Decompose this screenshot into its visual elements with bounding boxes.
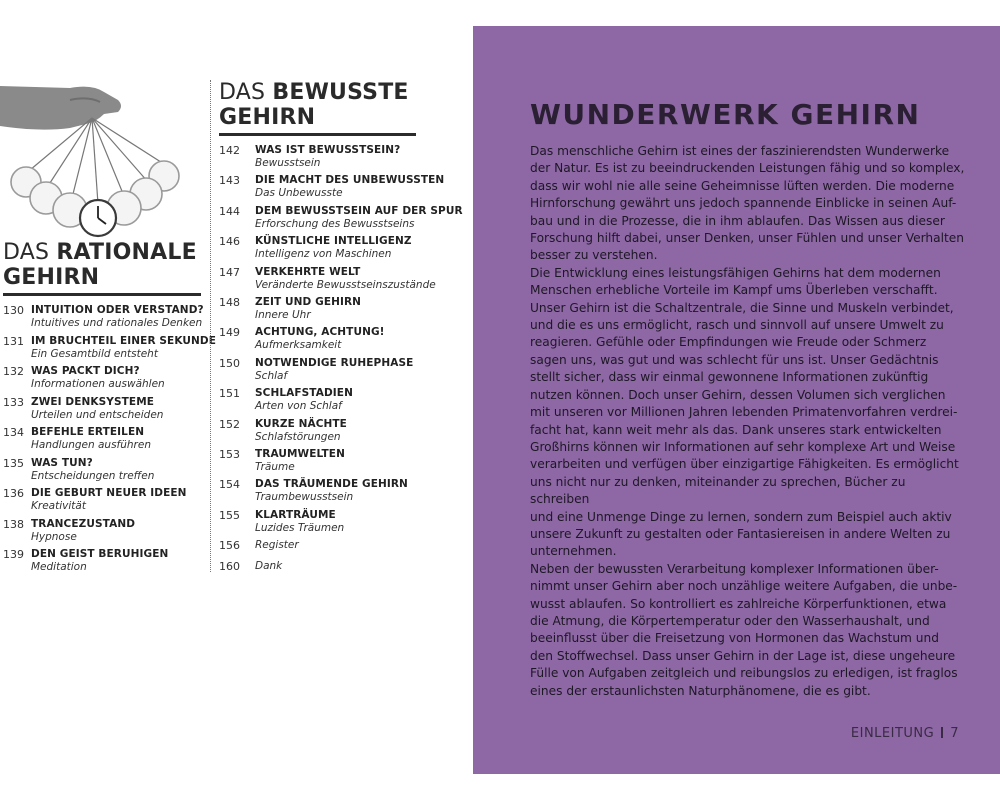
page-number: 7 — [950, 726, 959, 741]
toc-entry-title: WAS IST BEWUSSTSEIN? — [255, 144, 401, 156]
hand-shape — [0, 86, 121, 130]
toc-page-number: 147 — [219, 265, 240, 279]
body-text-line: verarbeiten und verfügen über einzigartige Fähigkeiten. Es ermöglicht — [530, 457, 959, 472]
toc-entry[interactable] — [219, 174, 445, 204]
body-text-line: uns nicht nur zu denken, miteinander zu sprechen, Bücher zu schreiben — [530, 474, 906, 507]
toc-entry-subtitle: Intelligenz von Maschinen — [255, 248, 392, 261]
toc-page-number: 146 — [219, 235, 240, 249]
toc-entry[interactable] — [219, 478, 416, 508]
body-text-line: wusst ablaufen. So kontrolliert es zahlreiche Körperfunktionen, etwa — [530, 596, 947, 611]
toc-page-number: 139 — [3, 548, 24, 561]
toc-entry-label: Register — [255, 539, 299, 552]
toc-page-number: 132 — [3, 365, 24, 378]
toc-entry[interactable] — [219, 387, 416, 417]
toc-entry-subtitle: Erforschung des Bewusstseins — [255, 217, 415, 230]
toc-page-number: 155 — [219, 508, 240, 522]
body-text-line: die Atmung, die Körpertemperatur oder den Wasserhaushalt, und — [530, 613, 930, 628]
body-text-line: nutzen können. Doch unser Gehirn, dessen Volumen sich verglichen — [530, 387, 946, 402]
toc-entry-title: BEFEHLE ERTEILEN — [31, 426, 145, 438]
toc-entry-text — [31, 335, 216, 361]
body-text-line: sagen uns, was gut und was schlecht für uns ist. Unser Gedächtnis — [530, 352, 939, 367]
toc-entry-title: SCHLAFSTADIEN — [255, 387, 353, 400]
toc-entry-title: TRAUMWELTEN — [255, 447, 345, 460]
toc-page-number: 150 — [219, 356, 240, 370]
toc-entry-title: KÜNSTLICHE INTELLIGENZ — [255, 235, 412, 248]
body-text-line: Menschen erhebliche Vorteile im Kampf ums Überleben verschafft. — [530, 283, 938, 298]
toc-entry-text — [255, 418, 416, 444]
toc-entry[interactable] — [219, 357, 416, 387]
toc-entry-subtitle: Luzides Träumen — [255, 521, 345, 534]
toc-entry-title: DEM BEWUSSTSEIN AUF DER SPUR — [255, 204, 463, 217]
toc-entry-subtitle: Intuitives und rationales Denken — [31, 317, 203, 329]
toc-entry-subtitle: Informationen auswählen — [31, 378, 165, 390]
toc-entry-title: DAS TRÄUMENDE GEHIRN — [255, 478, 408, 491]
body-text-line: den Stoffwechsel. Dass unser Gehirn in der Lage ist, diese ungeheure — [530, 648, 956, 663]
toc-entry-subtitle: Arten von Schlaf — [255, 400, 342, 413]
toc-entry-text — [255, 144, 416, 170]
body-text-line: unsere Zukunft zu gestalten oder Fantasiereisen in andere Welten zu — [530, 526, 951, 541]
toc-entry-title: NOTWENDIGE RUHEPHASE — [255, 356, 414, 369]
toc-entry-title: DEN GEIST BERUHIGEN — [31, 548, 169, 560]
toc-list — [219, 144, 463, 581]
toc-entry-subtitle: Meditation — [31, 561, 87, 573]
body-text-line: und eine Unmenge Dinge zu lernen, sondern zum Beispiel auch aktiv — [530, 509, 952, 524]
toc-entry-subtitle: Hypnose — [31, 530, 77, 543]
toc-entry[interactable] — [219, 265, 436, 296]
toc-page-number: 154 — [219, 478, 240, 492]
toc-page-number: 138 — [3, 517, 24, 531]
body-text-line: Hirnforschung gewährt uns jedoch spannende Einblicke in seinen Auf- — [530, 196, 957, 211]
toc-entry-text — [255, 478, 416, 504]
toc-entry-text — [31, 457, 201, 483]
toc-entry[interactable] — [3, 334, 216, 366]
introduction-panel — [473, 26, 1000, 774]
toc-entry-text — [255, 448, 416, 474]
toc-entry-subtitle: Schlafstörungen — [255, 430, 341, 443]
toc-entry[interactable] — [219, 204, 463, 235]
toc-page-number: 153 — [219, 447, 240, 461]
toc-entry-text — [31, 548, 201, 574]
toc-entry-text — [31, 365, 201, 391]
toc-entry-text — [31, 426, 201, 452]
toc-entry-subtitle: Ein Gesamtbild entsteht — [31, 347, 158, 360]
toc-page-number: 160 — [219, 560, 240, 574]
toc-entry[interactable] — [219, 296, 416, 326]
toc-entry-text — [31, 304, 204, 330]
body-text-line: und die es uns ermöglicht, rasch und sinnvoll auf unsere Umwelt zu — [530, 318, 944, 333]
toc-entry[interactable] — [3, 487, 201, 518]
body-text-line: Großhirns können wir Informationen auf sehr komplexe Art und Weise — [530, 439, 956, 454]
toc-page-number: 133 — [3, 395, 24, 409]
toc-entry[interactable] — [3, 457, 201, 488]
body-text-line: beeinflusst über die Freisetzung von Hormonen das Wachstum und — [530, 631, 939, 646]
toc-entry[interactable] — [219, 560, 416, 581]
toc-entry-title: ZWEI DENKSYSTEME — [31, 395, 155, 408]
panel-title: WUNDERWERK GEHIRN — [530, 98, 921, 131]
toc-entry-subtitle: Kreativität — [31, 500, 86, 512]
toc-entry-title: KLARTRÄUME — [255, 508, 336, 521]
toc-page-number: 156 — [219, 539, 240, 553]
toc-entry-text — [31, 487, 201, 513]
toc-entry-text — [255, 235, 416, 261]
toc-entry-title: DIE MACHT DES UNBEWUSSTEN — [255, 174, 445, 187]
toc-entry-subtitle: Träume — [255, 460, 295, 473]
toc-entry-subtitle: Urteilen und entscheiden — [31, 408, 164, 421]
toc-entry-text — [255, 560, 416, 573]
toc-page-number: 148 — [219, 295, 240, 309]
toc-entry-subtitle: Schlaf — [255, 369, 288, 382]
panel-body-text — [530, 143, 965, 700]
toc-entry[interactable] — [3, 426, 201, 457]
toc-page-number: 130 — [3, 304, 24, 317]
page-footer — [851, 726, 959, 741]
toc-entry-title: INTUITION ODER VERSTAND? — [31, 304, 204, 316]
toc-page-number: 152 — [219, 417, 240, 431]
body-text-line: nimmt unser Gehirn aber noch unzählige weitere Aufgaben, die unbe- — [530, 579, 958, 594]
toc-entry-text — [255, 174, 444, 200]
toc-page-number: 151 — [219, 387, 240, 401]
toc-entry-text — [255, 205, 463, 231]
toc-page-number: 142 — [219, 144, 240, 157]
toc-entry-title: IM BRUCHTEIL EINER SEKUNDE — [31, 334, 216, 347]
toc-entry-text — [255, 296, 416, 322]
body-text-line: dass wir wohl nie alle seine Geheimnisse lüften werden. Die moderne — [530, 178, 955, 193]
toc-entry-title: WAS TUN? — [31, 456, 93, 469]
section-rule — [219, 133, 416, 136]
body-text-line: unternehmen. — [530, 544, 617, 559]
toc-entry-subtitle: Innere Uhr — [255, 308, 311, 321]
body-text-line: Fülle von Aufgaben zeitgleich und reibungslos zu erledigen, ist fraglos — [530, 666, 958, 681]
toc-entry-title: ZEIT UND GEHIRN — [255, 295, 362, 308]
toc-page-number: 131 — [3, 334, 24, 348]
toc-page-number: 143 — [219, 174, 240, 188]
toc-entry[interactable] — [219, 539, 416, 560]
section-rule — [3, 293, 201, 296]
body-text-line: Unser Gehirn ist die Schaltzentrale, die Sinne und Muskeln verbindet, — [530, 300, 954, 315]
toc-entry-title: KURZE NÄCHTE — [255, 417, 347, 430]
toc-entry-subtitle: Das Unbewusste — [255, 187, 343, 200]
toc-entry[interactable] — [219, 144, 416, 174]
dotted-divider — [210, 80, 211, 572]
toc-page-number: 144 — [219, 204, 240, 218]
toc-page-number: 136 — [3, 487, 24, 500]
body-text-line: Forschung hilft dabei, unser Denken, unser Fühlen und unser Verhalten — [530, 231, 965, 246]
body-text-line: reagieren. Gefühle oder Empfindungen wie Freude oder Schmerz — [530, 335, 927, 350]
toc-entry-text — [255, 326, 416, 352]
toc-entry-title: WAS PACKT DICH? — [31, 365, 140, 377]
toc-entry-subtitle: Entscheidungen treffen — [31, 469, 155, 482]
toc-entry-text — [255, 387, 416, 413]
toc-entry-subtitle: Bewusstsein — [255, 157, 321, 169]
toc-list — [3, 304, 216, 579]
toc-page-number: 149 — [219, 326, 240, 340]
toc-entry-title: ACHTUNG, ACHTUNG! — [255, 326, 385, 339]
toc-entry[interactable] — [219, 448, 416, 478]
body-text-line: der Natur. Es ist zu beeindruckenden Leistungen fähig und so komplex, — [530, 161, 965, 176]
toc-page-number: 134 — [3, 426, 24, 439]
toc-entry-text — [31, 396, 201, 422]
toc-entry-text — [31, 518, 201, 544]
toc-entry[interactable] — [219, 326, 416, 356]
toc-entry[interactable] — [219, 235, 416, 265]
body-text-line: bau und in die Prozesse, die in ihm ablaufen. Das Wissen aus dieser — [530, 213, 945, 228]
toc-entry-title: VERKEHRTE WELT — [255, 265, 361, 278]
body-text-line: besser zu verstehen. — [530, 248, 658, 263]
toc-entry-subtitle: Aufmerksamkeit — [255, 339, 342, 352]
body-text-line: eines der erstaunlichsten Naturphänomene, die es gibt. — [530, 683, 871, 698]
toc-entry-text — [255, 539, 416, 552]
toc-entry-subtitle: Traumbewusstsein — [255, 491, 354, 504]
toc-entry-title: DIE GEBURT NEUER IDEEN — [31, 487, 187, 499]
toc-entry[interactable] — [3, 365, 201, 396]
toc-entry-title: TRANCEZUSTAND — [31, 517, 136, 530]
toc-entry-text — [255, 509, 416, 535]
toc-entry-text — [255, 357, 416, 383]
section-heading: DAS RATIONALE GEHIRN — [3, 240, 197, 290]
toc-entry-label: Dank — [255, 560, 283, 573]
toc-entry[interactable] — [3, 304, 204, 335]
section-heading: DAS BEWUSSTE GEHIRN — [219, 80, 409, 130]
toc-entry[interactable] — [3, 518, 201, 549]
body-text-line: stellt sicher, dass wir einmal gewonnene Informationen zukünftig — [530, 370, 929, 385]
body-text-line: facht hat, kann weit mehr als das. Dank unseres stark entwickelten — [530, 422, 942, 437]
body-text-line: Neben der bewussten Verarbeitung komplexer Informationen über- — [530, 561, 939, 576]
body-text-line: Die Entwicklung eines leistungsfähigen Gehirns hat dem modernen — [530, 265, 941, 280]
body-text-line: mit unseren vor Millionen Jahren lebenden Primatenvorfahren verdrei- — [530, 405, 958, 420]
toc-entry[interactable] — [219, 418, 416, 448]
toc-entry[interactable] — [3, 548, 201, 579]
toc-page-number: 135 — [3, 456, 24, 470]
toc-entry[interactable] — [219, 509, 416, 539]
hypnosis-pendulum-illustration — [0, 78, 200, 238]
toc-entry-subtitle: Veränderte Bewusstseinszustände — [255, 278, 436, 291]
body-text-line: Das menschliche Gehirn ist eines der faszinierendsten Wunderwerke — [530, 144, 950, 158]
footer-section-label: EINLEITUNG — [850, 726, 935, 741]
toc-entry-subtitle: Handlungen ausführen — [31, 439, 151, 451]
toc-section-rational-brain — [3, 240, 216, 579]
footer-separator — [941, 727, 943, 738]
toc-section-conscious-brain — [210, 80, 463, 581]
toc-entry-text — [255, 266, 436, 292]
toc-entry[interactable] — [3, 396, 201, 427]
